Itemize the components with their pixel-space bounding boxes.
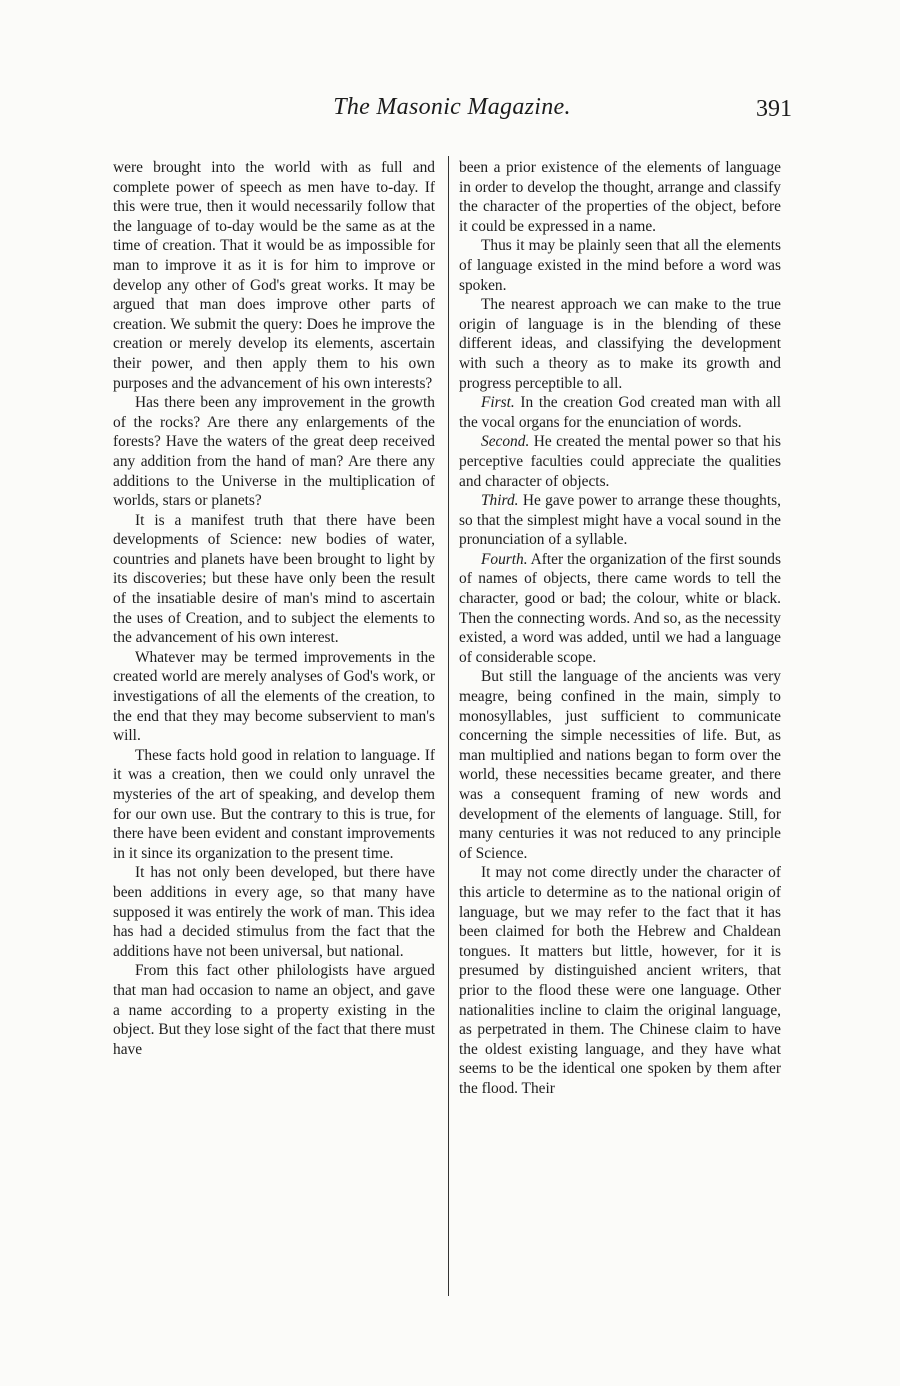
numbered-paragraph bbox=[459, 550, 781, 668]
paragraph-lead: Third. bbox=[481, 492, 519, 510]
paragraph: Whatever may be termed improvements in the created world are merely analyses of God's work, or investigations of all the elements of the creation, to the end that they may become subservient to man's will. bbox=[113, 648, 435, 745]
page-header bbox=[112, 90, 792, 130]
column-divider bbox=[448, 156, 449, 1296]
page-number: 391 bbox=[756, 96, 792, 122]
paragraph-lead: First. bbox=[481, 394, 515, 412]
paragraph-body: He created the mental power so that his perceptive faculties could appreciate the qualities and character of objects. bbox=[459, 433, 781, 490]
paragraph: It has not only been developed, but there have been additions in every age, so that many have supposed it was entirely the work of man. This idea has had a decided stimulus from the fact that the additions have not been universal, but national. bbox=[113, 864, 435, 960]
paragraph-lead: Second. bbox=[481, 433, 530, 451]
running-title: The Masonic Magazine. bbox=[333, 94, 571, 120]
paragraph: The nearest approach we can make to the true origin of language is in the blending of these different ideas, and classifying the development with such a theory as to make its growth and progress perceptible to all. bbox=[459, 296, 781, 392]
paragraph: Has there been any improvement in the growth of the rocks? Are there any enlargements of the forests? Have the waters of the great deep received any addition from the hand of man? Are there any additions to the Universe in the multiplication of worlds, stars or planets? bbox=[113, 394, 435, 510]
paragraph: been a prior existence of the elements of language in order to develop the thought, arrange and classify the character of the properties of the object, before it could be expressed in a name. bbox=[459, 159, 781, 235]
paragraph-body: He gave power to arrange these thoughts, so that the simplest might have a vocal sound in the pronunciation of a syllable. bbox=[459, 492, 781, 549]
paragraph: were brought into the world with as full and complete power of speech as men have to-day. If this were true, then it would necessarily follow that the language of to-day would be the same as at the time of creation. That it would be as impossible for man to improve it as it is for him to improve or develop any other of God's great works. It may be argued that man does improve other parts of creation. We submit the query: Does he improve the creation or merely develop its elements, ascertain their power, and then apply them to his own purposes and the advancement of his own interests? bbox=[113, 159, 435, 392]
paragraph: From this fact other philologists have argued that man had occasion to name an object, and gave a name according to a property existing in the object. But they lose sight of the fact that there must have bbox=[113, 962, 435, 1058]
numbered-paragraph bbox=[459, 432, 781, 491]
left-column bbox=[113, 158, 435, 1059]
right-column bbox=[459, 158, 781, 1099]
paragraph-lead: Fourth. bbox=[481, 550, 528, 568]
paragraph: But still the language of the ancients was very meagre, being confined in the main, simply to monosyllables, just sufficient to communicate concerning the simple necessities of life. But, as man multiplied and nations began to form over the world, these necessities became greater, and there was a consequent framing of new words and development of the elements of language. Still, for many centuries it was not reduced to any principle of Science. bbox=[459, 668, 781, 862]
paragraph: These facts hold good in relation to language. If it was a creation, then we could only unravel the mysteries of the art of speaking, and develop them for our own use. But the contrary to this is true, for there have been evident and constant improvements in it since its organization to the present time. bbox=[113, 746, 435, 862]
numbered-paragraph bbox=[459, 491, 781, 550]
paragraph: Thus it may be plainly seen that all the elements of language existed in the mind before a word was spoken. bbox=[459, 237, 781, 294]
paragraph: It is a manifest truth that there have been developments of Science: new bodies of water, countries and planets have been brought to light by its discoveries; but these have only been the result of the insatiable desire of man's mind to ascertain the uses of Creation, and to subject the elements to the advancement of his own interest. bbox=[113, 511, 435, 647]
paragraph-body: After the organization of the first sounds of names of objects, there came words to tell the character, good or bad; the colour, white or black. Then the connecting words. And so, as the necessity existed, a word was added, until we had a language of considerable scope. bbox=[459, 550, 781, 666]
numbered-paragraph bbox=[459, 393, 781, 432]
paragraph-body: In the creation God created man with all the vocal organs for the enunciation of words. bbox=[459, 394, 781, 431]
paragraph: It may not come directly under the character of this article to determine as to the national origin of language, but we may refer to the fact that it has been claimed for both the Hebrew and Chaldean tongues. It matters but little, however, for it is presumed by distinguished ancient writers, that prior to the flood these were one language. Other nationalities incline to claim the original language, as perpetrated in them. The Chinese claim to have the oldest existing language, and they have what seems to be the identical one spoken by them after the flood. Their bbox=[459, 864, 781, 1097]
